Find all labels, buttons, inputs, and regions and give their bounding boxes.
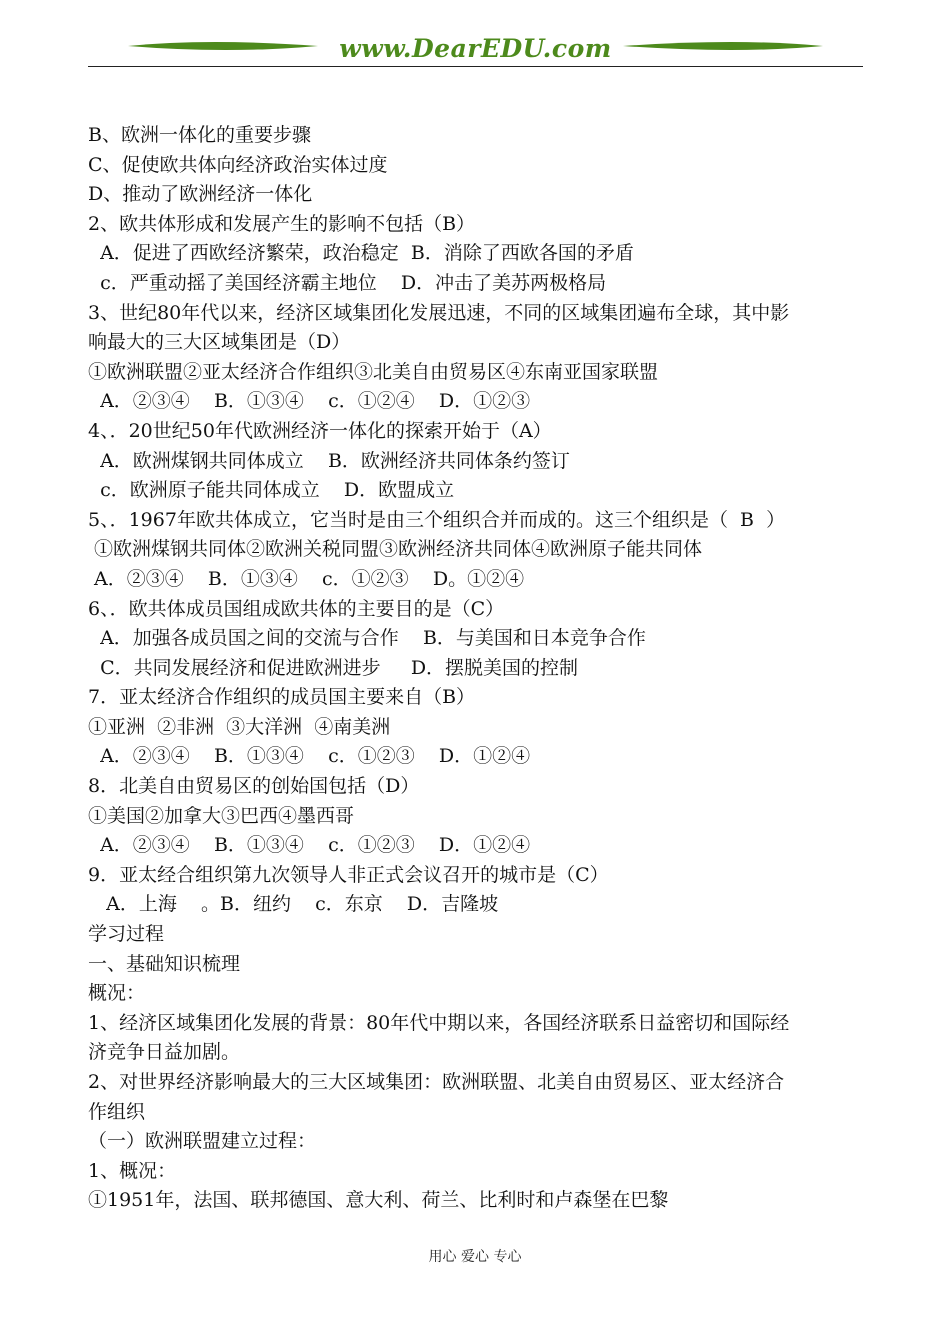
site-logo: www.DearEDU.com xyxy=(339,34,612,63)
text-line: ①1951年，法国、联邦德国、意大利、荷兰、比利时和卢森堡在巴黎 xyxy=(88,1189,669,1212)
text-line: 4、．20世纪50年代欧洲经济一体化的探索开始于（A） xyxy=(88,419,552,442)
text-line: B、欧洲一体化的重要步骤 xyxy=(88,124,311,146)
text-line: 9．亚太经合组织第九次领导人非正式会议召开的城市是（C） xyxy=(88,863,609,886)
text-line: 学习过程 xyxy=(88,923,165,946)
text-line: 6、．欧共体成员国组成欧共体的主要目的是（C） xyxy=(88,597,505,620)
text-line: ①欧洲联盟②亚太经济合作组织③北美自由贸易区④东南亚国家联盟 xyxy=(88,360,659,383)
text-line: D、推动了欧洲经济一体化 xyxy=(88,183,313,206)
text-line: C．共同发展经济和促进欧洲进步 D．摆脱美国的控制 xyxy=(88,656,579,679)
text-line: 1、经济区域集团化发展的背景：80年代中期以来，各国经济联系日益密切和国际经 xyxy=(88,1011,790,1034)
text-line: 作组织 xyxy=(88,1100,146,1123)
text-line: A．②③④ B．①③④ c．①②③ D．①②④ xyxy=(88,834,531,857)
text-line: A．促进了西欧经济繁荣，政治稳定 B．消除了西欧各国的矛盾 xyxy=(88,242,634,265)
text-line: 一、基础知识梳理 xyxy=(88,952,241,975)
text-line: 7．亚太经济合作组织的成员国主要来自（B） xyxy=(88,686,476,709)
text-line: 3、世纪80年代以来，经济区域集团化发展迅速，不同的区域集团遍布全球，其中影 xyxy=(88,301,790,324)
text-line: c．严重动摇了美国经济霸主地位 D．冲击了美苏两极格局 xyxy=(88,271,607,294)
page-header xyxy=(88,28,863,68)
text-line: ①美国②加拿大③巴西④墨西哥 xyxy=(88,804,355,827)
text-line: 5、．1967年欧共体成立，它当时是由三个组织合并而成的。这三个组织是（ B ） xyxy=(88,508,786,531)
document-body xyxy=(88,121,868,1216)
text-line: A．欧洲煤钢共同体成立 B．欧洲经济共同体条约签订 xyxy=(88,449,570,472)
text-line: 概况： xyxy=(88,982,146,1005)
text-line: A．②③④ B．①③④ c．①②③ D。①②④ xyxy=(88,567,525,590)
text-line: （一）欧洲联盟建立过程： xyxy=(88,1130,317,1153)
text-line: A．②③④ B．①③④ c．①②③ D．①②④ xyxy=(88,745,531,768)
header-divider xyxy=(88,66,863,67)
text-line: ①欧洲煤钢共同体②欧洲关税同盟③欧洲经济共同体④欧洲原子能共同体 xyxy=(88,538,703,561)
page-footer: 用心 爱心 专心 xyxy=(428,1249,522,1265)
text-line: 响最大的三大区域集团是（D） xyxy=(88,331,351,354)
text-line: A．②③④ B．①③④ c．①②④ D．①②③ xyxy=(88,390,531,413)
text-line: A．加强各成员国之间的交流与合作 B．与美国和日本竞争合作 xyxy=(88,627,646,650)
text-line: c．欧洲原子能共同体成立 D．欧盟成立 xyxy=(88,479,455,502)
text-line: 2、对世界经济影响最大的三大区域集团：欧洲联盟、北美自由贸易区、亚太经济合 xyxy=(88,1071,785,1093)
text-line: 济竞争日益加剧。 xyxy=(88,1041,241,1064)
text-line: ①亚洲 ②非洲 ③大洋洲 ④南美洲 xyxy=(88,715,391,738)
text-line: A．上海 。B．纽约 c．东京 D．吉隆坡 xyxy=(88,893,499,916)
text-line: 2、欧共体形成和发展产生的影响不包括（B） xyxy=(88,212,476,235)
text-line: 1、概况： xyxy=(88,1159,177,1182)
text-line: C、促使欧共体向经济政治实体过度 xyxy=(88,153,388,176)
text-line: 8．北美自由贸易区的创始国包括（D） xyxy=(88,775,420,798)
